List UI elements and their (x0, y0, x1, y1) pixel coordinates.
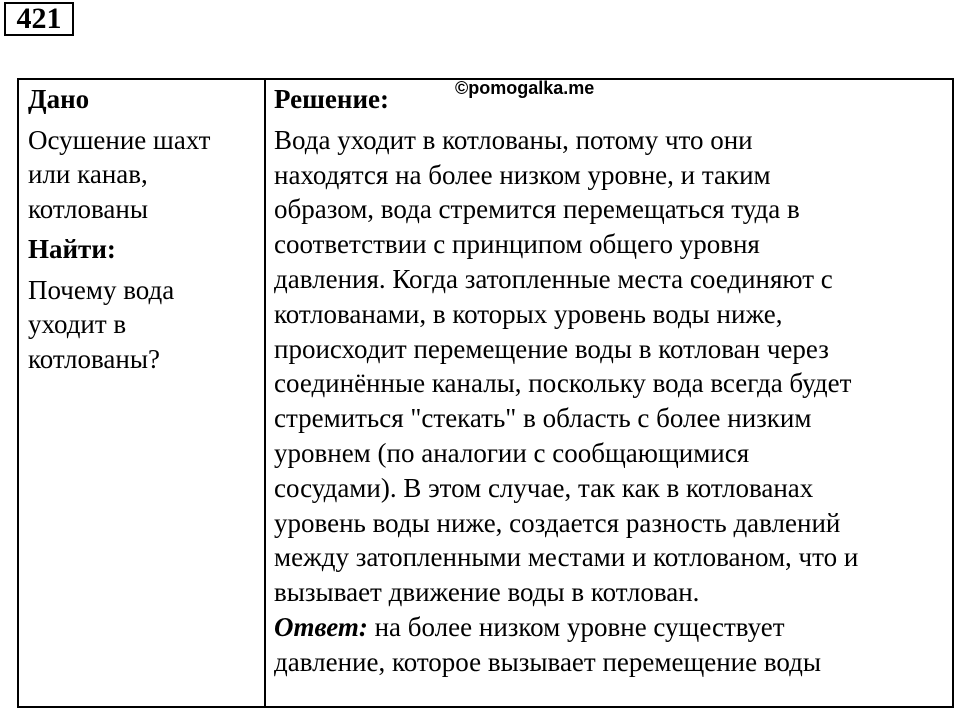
solution-line: соединённые каналы, поскольку вода всегда будет (274, 368, 852, 399)
solution-line: находятся на более низком уровне, и таким (274, 159, 771, 190)
solution-line: образом, вода стремится перемещаться туда в (274, 194, 800, 225)
solution-line: вызывает движение воды в котлован. (274, 577, 700, 608)
solution-line: стремиться "стекать" в область с более низким (274, 403, 812, 434)
solution-heading: Решение: (274, 84, 389, 114)
solution-line: давления. Когда затопленные места соединяют с (274, 263, 833, 294)
given-line: или канав, (28, 159, 148, 189)
find-text (28, 273, 256, 377)
find-line: уходит в (28, 309, 127, 339)
find-line: Почему вода (28, 274, 175, 305)
given-line: котлованы (28, 193, 148, 224)
given-line: Осушение шахт (28, 124, 211, 155)
answer-line (274, 610, 950, 645)
solution-line: уровень воды ниже, создается разность давлений (274, 507, 841, 538)
find-heading: Найти: (28, 234, 116, 264)
solution-line: котлованами, в которых уровень воды ниже, (274, 298, 783, 329)
given-heading: Дано (28, 84, 90, 114)
column-divider (264, 78, 266, 708)
watermark: ©pomogalka.me (455, 78, 595, 98)
given-text (28, 123, 256, 227)
solution-line: сосудами). В этом случае, так как в котлованах (274, 472, 814, 503)
answer-line: давление, которое вызывает перемещение воды (274, 646, 822, 677)
solution-line: соответствии с принципом общего уровня (274, 229, 760, 260)
solution-text (274, 123, 950, 680)
solution-line: между затопленными местами и котлованом, что и (274, 542, 859, 573)
given-column (28, 82, 256, 376)
solution-line: уровнем (по аналогии с сообщающимися (274, 437, 750, 468)
solution-column (274, 82, 950, 680)
solution-line: Вода уходит в котлованы, потому что они (274, 124, 753, 155)
solution-line: происходит перемещение воды в котлован через (274, 333, 829, 364)
problem-number: 421 (4, 2, 74, 36)
find-line: котлованы? (28, 343, 160, 374)
answer-text: на более низком уровне существует (374, 611, 785, 642)
answer-label: Ответ: (274, 611, 368, 642)
